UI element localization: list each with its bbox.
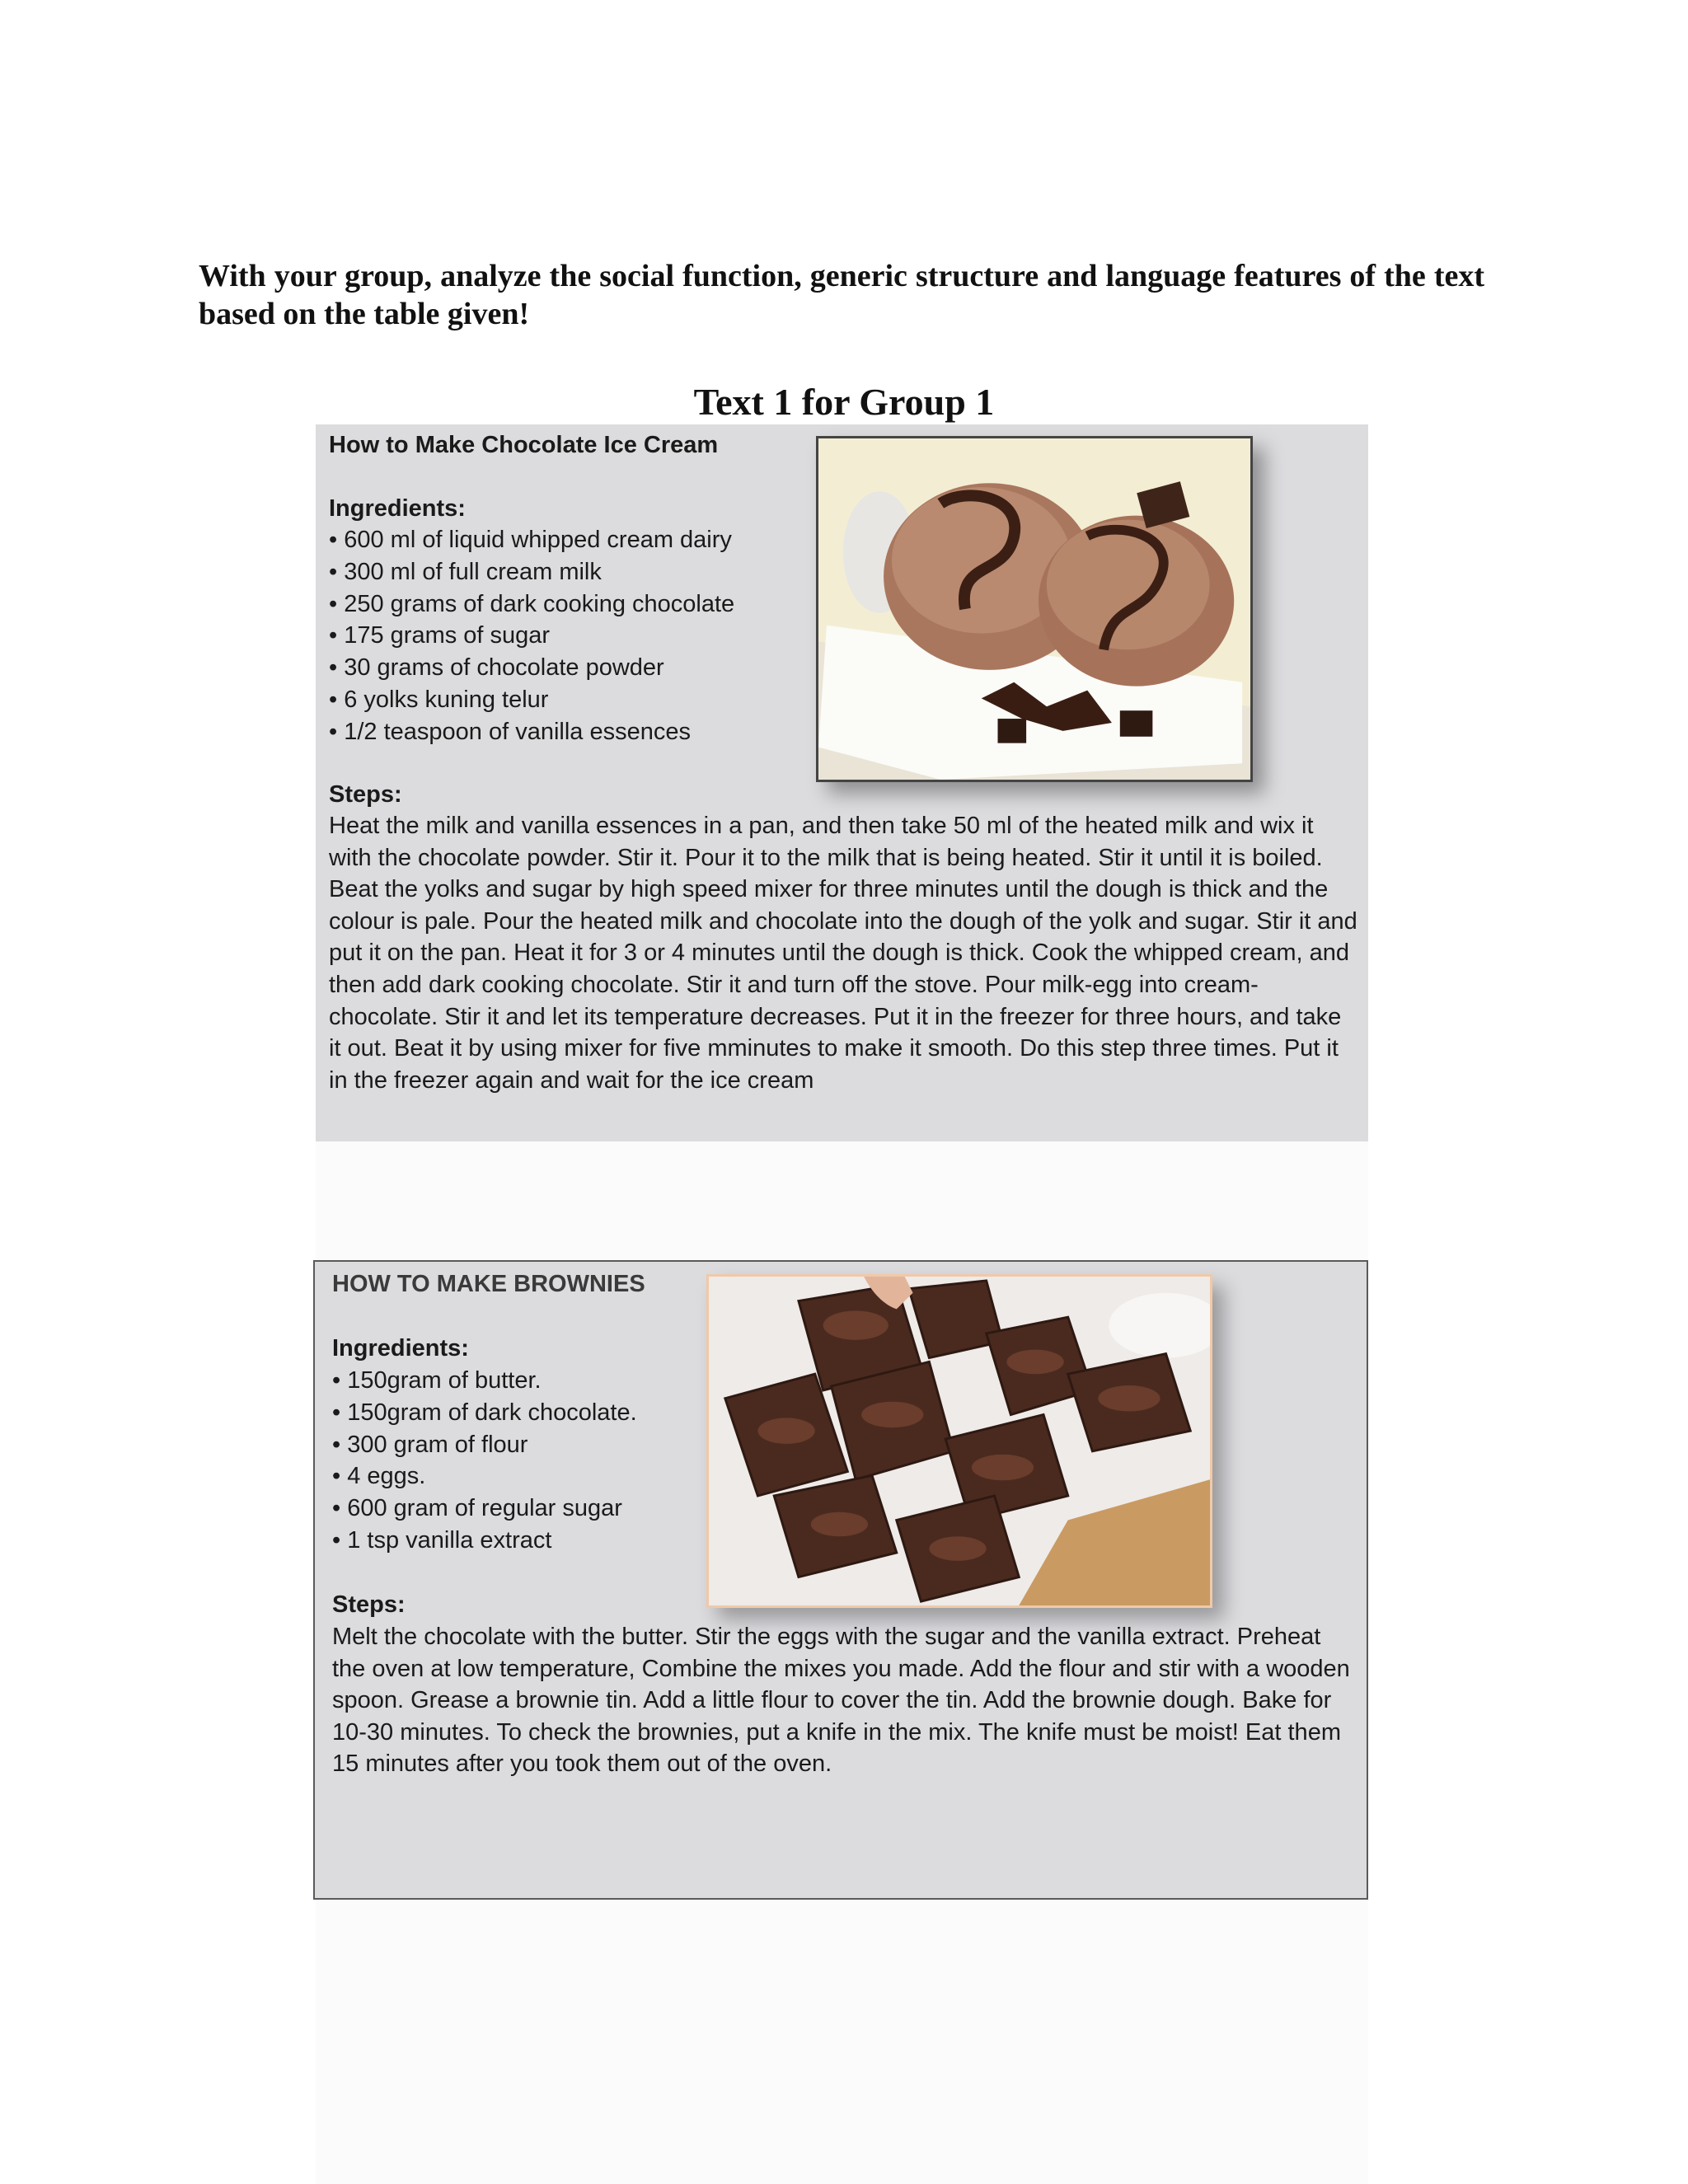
steps-text bbox=[332, 1621, 1354, 1780]
steps-paragraph: Heat the milk and vanilla essences in a pan, and then take 50 ml of the heated milk and wix it with the chocolate powder. Stir it. Pour it to the milk that is being heated. Stir it until it is boiled. bbox=[329, 813, 1323, 871]
brownies-photo bbox=[706, 1274, 1212, 1608]
ingredient-item: • 300 gram of flour bbox=[332, 1429, 637, 1461]
ingredient-item: • 600 ml of liquid whipped cream dairy bbox=[329, 524, 734, 556]
text1-heading: Text 1 for Group 1 bbox=[693, 381, 995, 423]
ingredients-list bbox=[329, 524, 734, 748]
steps-label: Steps: bbox=[332, 1591, 406, 1618]
steps-paragraph: Melt the chocolate with the butter. Stir the eggs with the sugar and the vanilla extract. Preheat the oven at low temperature, Combine the mixes you made. Add the flour and stir with a wooden spoon. Grease a brownie tin. Add a little flour to cover the tin. Add the brownie dough. Bake for 10-30 minutes. To check the brownies, put a knife in the mix. The knife must be moist! Eat them 15 minutes after you took them out of the oven. bbox=[332, 1624, 1350, 1778]
ingredients-list bbox=[332, 1365, 637, 1557]
ingredients-label: Ingredients: bbox=[329, 495, 466, 522]
ingredient-item: • 6 yolks kuning telur bbox=[329, 684, 734, 716]
ingredient-item: • 175 grams of sugar bbox=[329, 620, 734, 652]
ingredient-item: • 1/2 teaspoon of vanilla essences bbox=[329, 716, 734, 748]
ingredient-item: • 1 tsp vanilla extract bbox=[332, 1525, 637, 1557]
ice-cream-photo bbox=[816, 436, 1253, 782]
ingredient-item: • 30 grams of chocolate powder bbox=[329, 652, 734, 684]
recipe-title: HOW TO MAKE BROWNIES bbox=[332, 1271, 645, 1297]
steps-text bbox=[329, 810, 1359, 1096]
ingredient-item: • 600 gram of regular sugar bbox=[332, 1493, 637, 1525]
ingredient-item: • 150gram of butter. bbox=[332, 1365, 637, 1397]
steps-paragraph: Beat the yolks and sugar by high speed mixer for three minutes until the dough is thick and the colour is pale. Pour the heated milk and chocolate into the dough of the yolk and sugar. Stir it and put it on the pan. Heat it for 3 or 4 minutes until the dough is thick. Cook the whipped cream, and then add dark cooking chocolate. Stir it and turn off the stove. Pour milk-egg into cream-chocolate. Stir it and let its temperature decreases. Put it in the freezer for three hours, and take it out. Beat it by using mixer for five mminutes to make it smooth. Do this step three times. Put it in the freezer again and wait for the ice cream bbox=[329, 876, 1357, 1094]
ingredient-item: • 150gram of dark chocolate. bbox=[332, 1397, 637, 1429]
recipe-title: How to Make Chocolate Ice Cream bbox=[329, 432, 719, 458]
instruction-text: With your group, analyze the social function, generic structure and language features of the text based on the table given! bbox=[199, 259, 1484, 331]
ingredients-label: Ingredients: bbox=[332, 1335, 469, 1361]
ingredient-item: • 4 eggs. bbox=[332, 1460, 637, 1493]
ingredient-item: • 250 grams of dark cooking chocolate bbox=[329, 588, 734, 621]
steps-label: Steps: bbox=[329, 781, 402, 808]
ingredient-item: • 300 ml of full cream milk bbox=[329, 556, 734, 588]
